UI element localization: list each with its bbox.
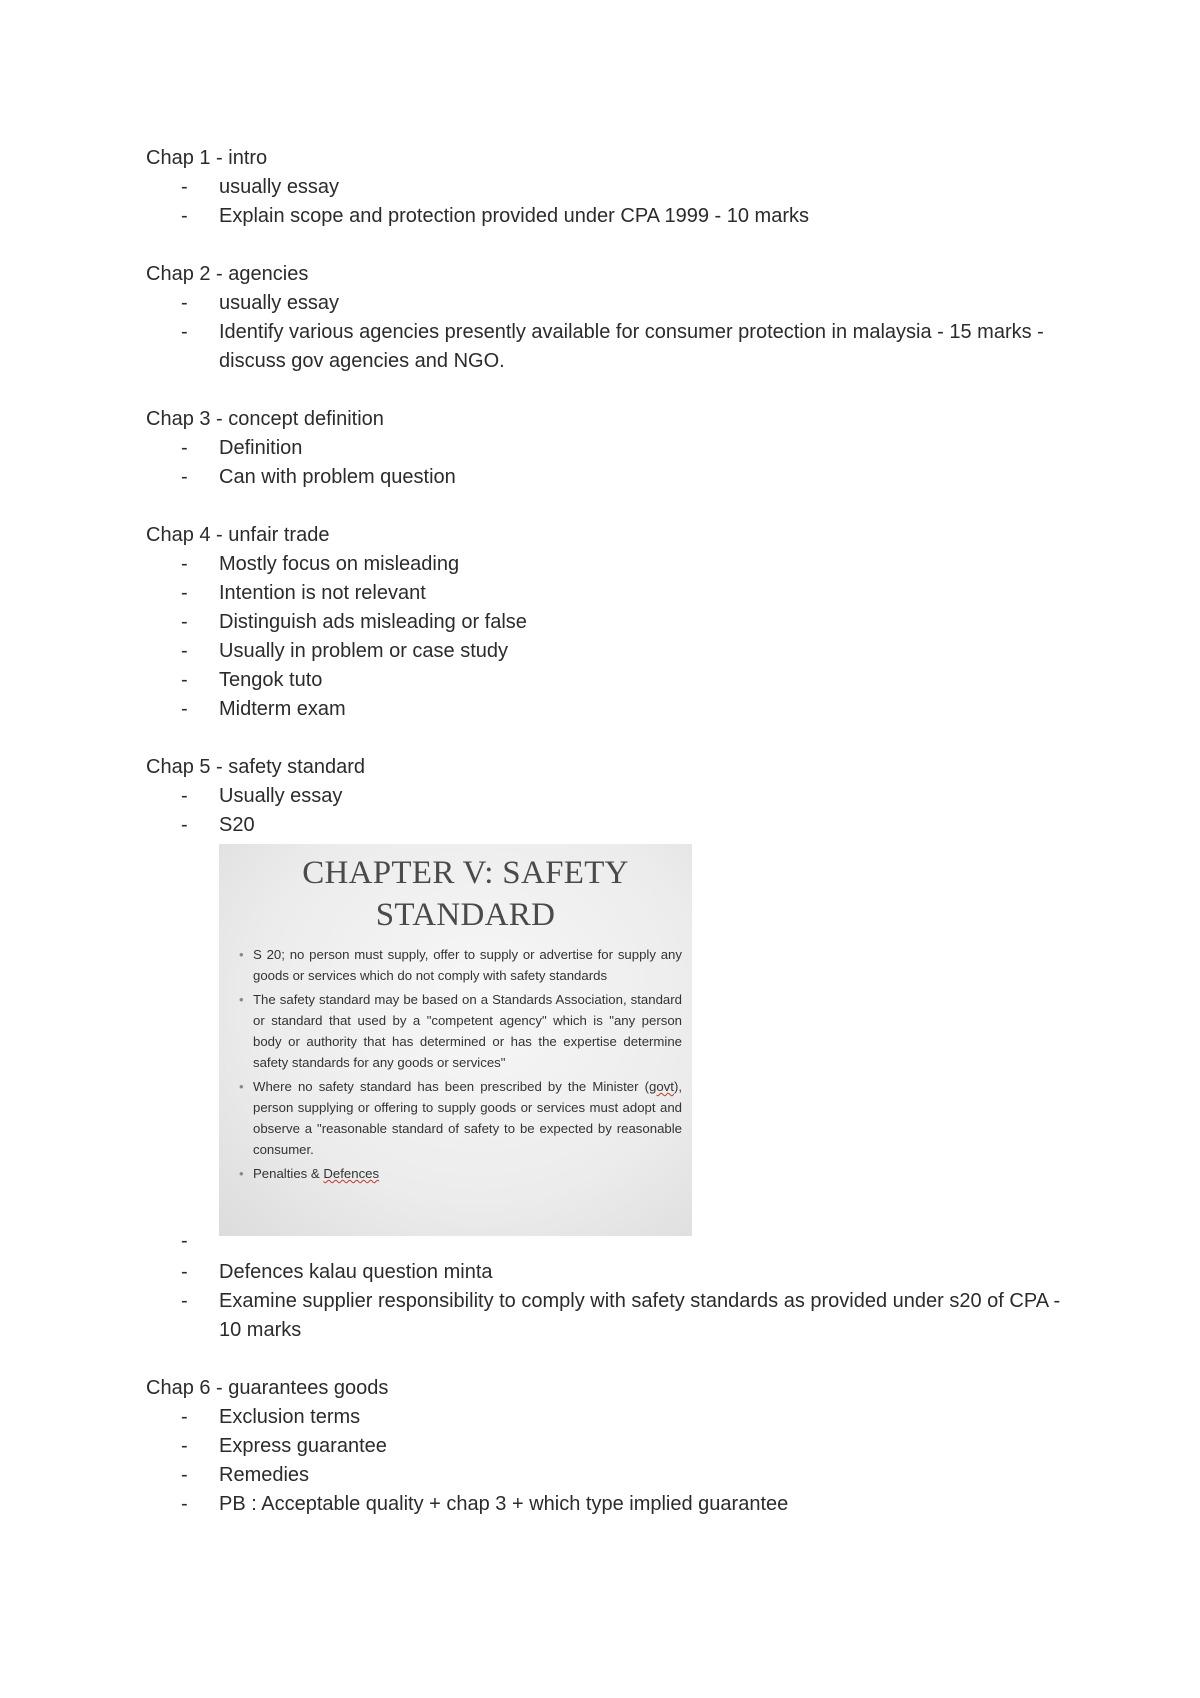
list-item <box>146 608 1086 637</box>
slide-point-text-govt: govt <box>649 1079 674 1094</box>
list-item-text: Usually essay <box>219 785 343 807</box>
dash-bullet: - <box>181 1290 188 1312</box>
slide-point-text: ), person supplying or offering to supply goods or services must adopt and observe a "reasonable standard of safety to be expected by reasonable consumer. <box>253 1079 682 1157</box>
chapter-3-section <box>146 405 1086 492</box>
list-item <box>146 1490 1086 1519</box>
slide-point-text-defences: Defences <box>323 1166 380 1181</box>
dash-bullet: - <box>181 669 188 691</box>
dash-bullet: - <box>181 205 188 227</box>
list-item-text: Definition <box>219 437 303 459</box>
list-item <box>146 782 1086 811</box>
list-item <box>146 318 1086 376</box>
list-item-text: Explain scope and protection provided under CPA 1999 - 10 marks <box>219 205 809 227</box>
chapter-5-heading: Chap 5 - safety standard <box>146 756 366 778</box>
list-item <box>146 579 1086 608</box>
dash-bullet: - <box>181 466 188 488</box>
slide-point <box>237 989 682 1073</box>
chapter-2-heading: Chap 2 - agencies <box>146 263 309 285</box>
list-item-text: Mostly focus on misleading <box>219 553 460 575</box>
chapter-2-section <box>146 260 1086 376</box>
list-item-text: Intention is not relevant <box>219 582 426 604</box>
slide-bullet-dot: • <box>239 1079 244 1094</box>
list-item-text: Can with problem question <box>219 466 456 488</box>
dash-bullet: - <box>181 321 188 343</box>
dash-bullet: - <box>181 1230 188 1252</box>
chapter-4-heading: Chap 4 - unfair trade <box>146 524 330 546</box>
chapter-3-list <box>146 434 1086 492</box>
dash-bullet: - <box>181 292 188 314</box>
list-item-text: Identify various agencies presently available for consumer protection in malaysia - 15 marks - discuss gov agencies and NGO. <box>219 321 1044 372</box>
slide-point-text: Where no safety standard has been prescribed by the Minister ( <box>253 1079 649 1094</box>
slide-bullet-dot: • <box>239 947 244 962</box>
list-item <box>146 1461 1086 1490</box>
list-item-text: Express guarantee <box>219 1435 387 1457</box>
list-item <box>146 202 1086 231</box>
slide-point <box>237 1163 682 1184</box>
slide-title-line-1: CHAPTER V: SAFETY <box>302 855 629 891</box>
list-item-text: Defences kalau question minta <box>219 1261 493 1283</box>
dash-bullet: - <box>181 553 188 575</box>
dash-bullet: - <box>181 582 188 604</box>
chapter-4-list <box>146 550 1086 724</box>
slide-title-line-2: STANDARD <box>375 897 556 933</box>
list-item-text: Remedies <box>219 1464 310 1486</box>
list-item <box>146 1287 1086 1345</box>
list-item-text: Midterm exam <box>219 698 346 720</box>
dash-bullet: - <box>181 1406 188 1428</box>
dash-bullet: - <box>181 1493 188 1515</box>
dash-bullet: - <box>181 785 188 807</box>
chapter-6-list <box>146 1403 1086 1519</box>
dash-bullet: - <box>181 640 188 662</box>
chapter-2-list <box>146 289 1086 376</box>
list-item <box>146 173 1086 202</box>
slide-image-row <box>146 844 1086 1236</box>
chapter-1-heading: Chap 1 - intro <box>146 147 268 169</box>
list-item <box>146 1432 1086 1461</box>
chapter-6-section <box>146 1374 1086 1519</box>
chapter-3-heading: Chap 3 - concept definition <box>146 408 384 430</box>
embedded-slide-image <box>219 844 692 1236</box>
slide-bullet-dot: • <box>239 992 244 1007</box>
dash-bullet: - <box>181 1435 188 1457</box>
chapter-5-section <box>146 753 1086 1345</box>
slide-point-text: Penalties & <box>253 1166 324 1181</box>
list-item-text: Usually in problem or case study <box>219 640 509 662</box>
list-item <box>146 637 1086 666</box>
list-item <box>146 695 1086 724</box>
chapter-4-section <box>146 521 1086 724</box>
chapter-6-heading: Chap 6 - guarantees goods <box>146 1377 389 1399</box>
list-item-text: usually essay <box>219 292 340 314</box>
list-item-text: S20 <box>219 814 255 836</box>
chapter-1-list <box>146 173 1086 231</box>
dash-bullet: - <box>181 1261 188 1283</box>
list-item-text: usually essay <box>219 176 340 198</box>
dash-bullet: - <box>181 611 188 633</box>
dash-bullet: - <box>181 698 188 720</box>
dash-bullet: - <box>181 1464 188 1486</box>
list-item <box>146 463 1086 492</box>
dash-bullet: - <box>181 437 188 459</box>
list-item <box>146 666 1086 695</box>
chapter-1-section <box>146 144 1086 231</box>
list-item <box>146 289 1086 318</box>
list-item <box>146 811 1086 840</box>
list-item <box>146 1403 1086 1432</box>
chapter-5-list-continued <box>146 1258 1086 1345</box>
chapter-5-list <box>146 782 1086 840</box>
slide-point <box>237 944 682 986</box>
list-item-text: PB : Acceptable quality + chap 3 + which type implied guarantee <box>219 1493 789 1515</box>
list-item-text: Distinguish ads misleading or false <box>219 611 527 633</box>
slide-bullet-dot: • <box>239 1166 244 1181</box>
list-item-text: Tengok tuto <box>219 669 323 691</box>
slide-bullet-list <box>229 944 682 1184</box>
list-item-text: Exclusion terms <box>219 1406 361 1428</box>
slide-point <box>237 1076 682 1160</box>
image-list-item <box>146 1230 1086 1258</box>
dash-bullet: - <box>181 814 188 836</box>
slide-title <box>249 852 682 936</box>
notes-content <box>146 144 1086 1548</box>
slide-point-text: S 20; no person must supply, offer to supply or advertise for supply any goods or services which do not comply with safety standards <box>253 947 682 983</box>
list-item <box>146 550 1086 579</box>
dash-bullet: - <box>181 176 188 198</box>
list-item <box>146 1258 1086 1287</box>
slide-point-text: The safety standard may be based on a Standards Association, standard or standard that used by a "competent agency" which is "any person body or authority that has determined or has the expertise determine safety standards for any goods or services" <box>253 992 682 1070</box>
list-item <box>146 434 1086 463</box>
list-item-text: Examine supplier responsibility to comply with safety standards as provided under s20 of CPA - 10 marks <box>219 1290 1061 1341</box>
